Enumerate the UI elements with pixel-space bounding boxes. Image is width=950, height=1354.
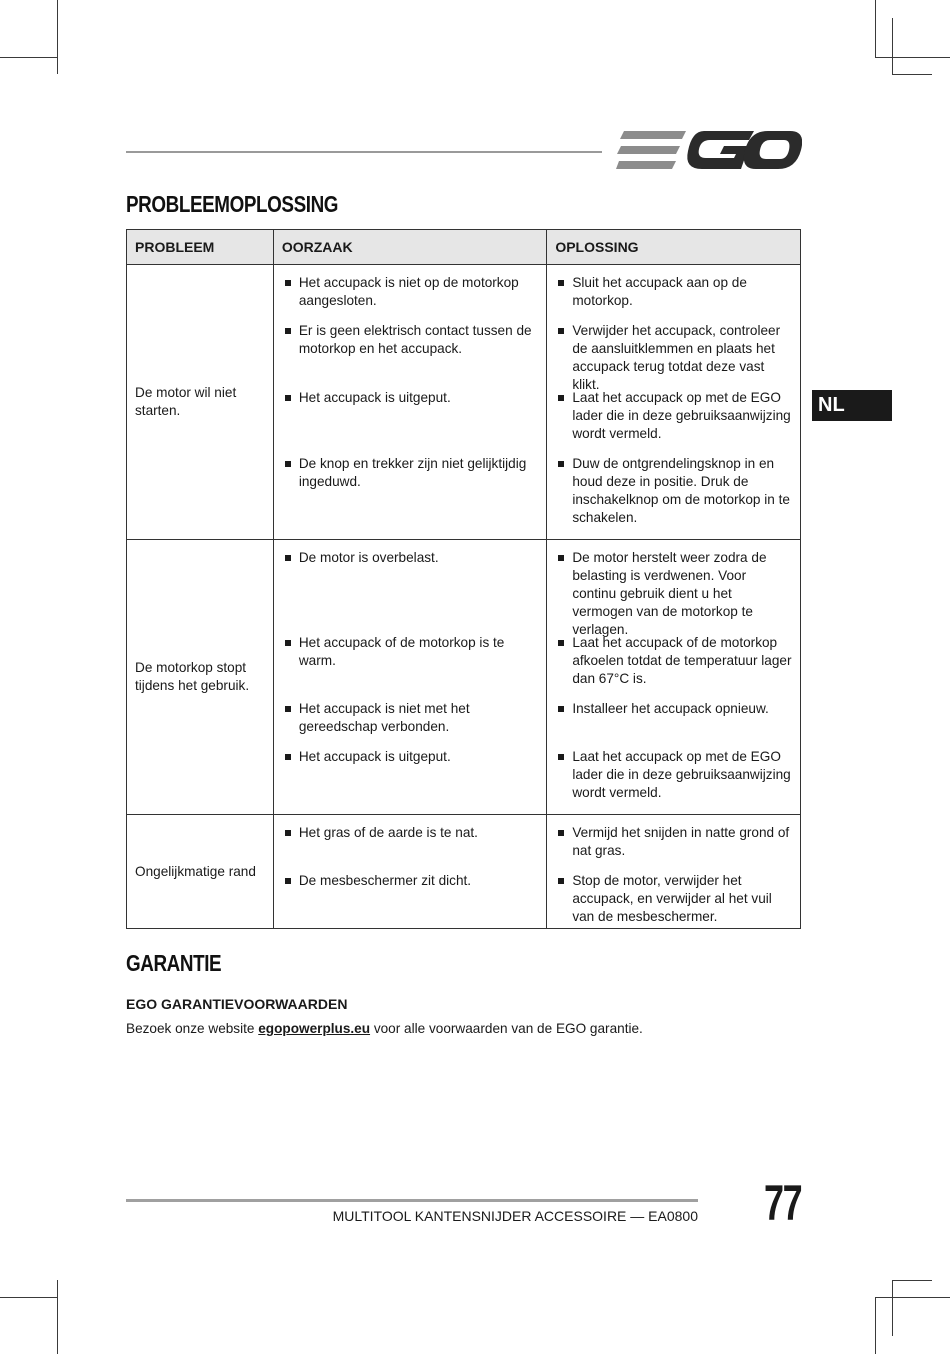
warranty-paragraph: [126, 1021, 643, 1036]
cause-item: De mesbeschermer zit dicht.: [284, 872, 538, 928]
crop-mark: [875, 1297, 950, 1298]
crop-mark: [892, 1280, 932, 1281]
solution-item: Laat het accupack op met de EGO lader die in deze gebruiksaanwijzing wordt vermeld.: [557, 748, 792, 814]
problem-cell: [127, 540, 274, 815]
table-row: [127, 265, 801, 540]
cause-item: Het accupack is niet op de motorkop aangesloten.: [284, 274, 538, 322]
cause-item: Het gras of de aarde is te nat.: [284, 824, 538, 872]
crop-mark: [875, 57, 950, 58]
crop-mark: [875, 0, 876, 57]
cause-item: Het accupack of de motorkop is te warm.: [284, 634, 538, 700]
table-row: [127, 815, 801, 929]
table-row: [127, 540, 801, 815]
problem-text: De motorkop stopt tijdens het gebruik.: [135, 660, 250, 693]
cause-item: Het accupack is niet met het gereedschap verbonden.: [284, 700, 538, 748]
solution-item: Laat het accupack of de motorkop afkoelen totdat de temperatuur lager dan 67°C is.: [557, 634, 792, 700]
crop-mark: [892, 18, 893, 74]
problem-text: Ongelijkmatige rand: [135, 863, 256, 879]
ego-logo: [616, 128, 802, 172]
solution-item: Duw de ontgrendelingsknop in en houd deze in positie. Druk de inschakelknop om de motorkop in te schakelen.: [557, 455, 792, 539]
crop-mark: [57, 1280, 58, 1354]
footer-rule: [126, 1199, 698, 1202]
section-title-warranty: GARANTIE: [126, 950, 222, 976]
cause-cell: [273, 815, 546, 929]
warranty-subheading: EGO GARANTIEVOORWAARDEN: [126, 996, 348, 1012]
crop-mark: [0, 1297, 57, 1298]
crop-mark: [892, 74, 932, 75]
solution-cell: [547, 265, 801, 540]
problem-cell: [127, 265, 274, 540]
column-header-solution: OPLOSSING: [547, 230, 801, 265]
crop-mark: [57, 0, 58, 74]
footer-product-name: MULTITOOL KANTENSNIJDER ACCESSOIRE — EA0800: [332, 1208, 698, 1224]
cause-item: Er is geen elektrisch contact tussen de motorkop en het accupack.: [284, 322, 538, 389]
cause-item: Het accupack is uitgeput.: [284, 389, 538, 455]
language-tab: NL: [812, 390, 892, 421]
solution-item: Verwijder het accupack, controleer de aansluitklemmen en plaats het accupack terug totdat deze vast klikt.: [557, 322, 792, 389]
cause-item: Het accupack is uitgeput.: [284, 748, 538, 814]
troubleshooting-table: [126, 229, 801, 929]
solution-item: Installeer het accupack opnieuw.: [557, 700, 792, 748]
crop-mark: [875, 1297, 876, 1354]
cause-item: De knop en trekker zijn niet gelijktijdig ingeduwd.: [284, 455, 538, 539]
solution-item: Vermijd het snijden in natte grond of nat gras.: [557, 824, 792, 872]
problem-cell: [127, 815, 274, 929]
column-header-cause: OORZAAK: [273, 230, 546, 265]
solution-item: Sluit het accupack aan op de motorkop.: [557, 274, 792, 322]
warranty-text-after: voor alle voorwaarden van de EGO garantie.: [370, 1021, 643, 1036]
column-header-problem: PROBLEEM: [127, 230, 274, 265]
section-title-troubleshooting: PROBLEEMOPLOSSING: [126, 191, 339, 217]
crop-mark: [892, 1280, 893, 1336]
solution-item: De motor herstelt weer zodra de belasting is verdwenen. Voor continu gebruik dient u het vermogen van de motorkop te verlagen.: [557, 549, 792, 634]
header-rule: [126, 151, 602, 153]
solution-cell: [547, 815, 801, 929]
solution-item: Stop de motor, verwijder het accupack, en verwijder al het vuil van de mesbeschermer.: [557, 872, 792, 928]
website-link[interactable]: egopowerplus.eu: [258, 1021, 371, 1036]
table-header-row: [127, 230, 801, 265]
cause-cell: [273, 265, 546, 540]
crop-mark: [0, 57, 57, 58]
warranty-text-before: Bezoek onze website: [126, 1021, 259, 1036]
solution-item: Laat het accupack op met de EGO lader die in deze gebruiksaanwijzing wordt vermeld.: [557, 389, 792, 455]
page-number: 77: [764, 1175, 802, 1231]
cause-item: De motor is overbelast.: [284, 549, 538, 634]
solution-cell: [547, 540, 801, 815]
problem-text: De motor wil niet starten.: [135, 385, 237, 418]
cause-cell: [273, 540, 546, 815]
